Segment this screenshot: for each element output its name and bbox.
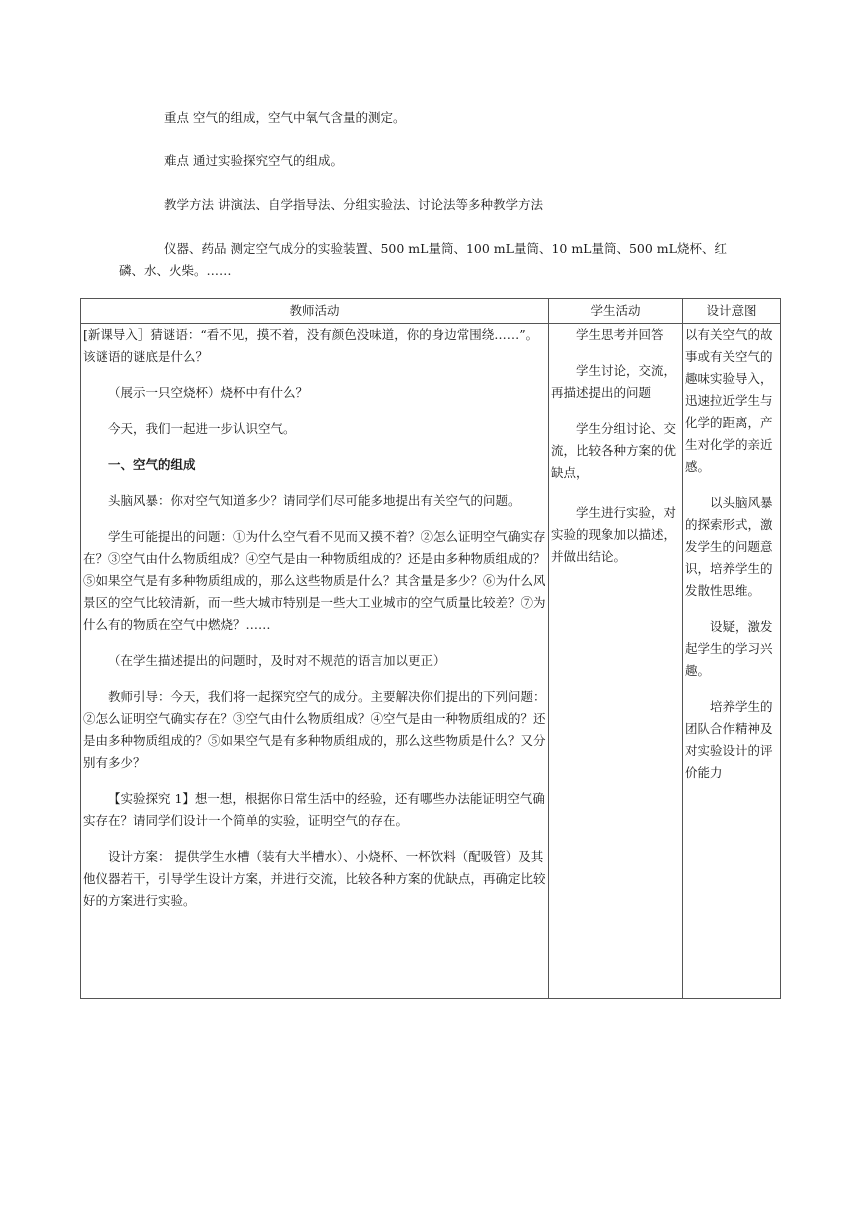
- teaching-methods-line: 教学方法 讲演法、自学指导法、分组实验法、讨论法等多种教学方法: [164, 197, 543, 212]
- design-story-text: 以有关空气的故事或有关空气的趣味实验导入，迅速拉近学生与化学的距离，产生对化学的亲近感。: [685, 327, 773, 474]
- difficulty-line: 难点 通过实验探究空气的组成。: [164, 153, 343, 168]
- design-plan-text: 设计方案： 提供学生水槽（装有大半槽水）、小烧杯、一杯饮料（配吸管）及其他仪器若干，引导学生设计方案，并进行交流，比较各种方案的优缺点，再确定比较好的方案进行实验。: [83, 849, 546, 908]
- header-design-intent: 设计意图: [683, 299, 781, 324]
- design-team-text: 培养学生的团队合作精神及对实验设计的评价能力: [685, 699, 773, 780]
- section-title: 一、空气的组成: [108, 457, 196, 472]
- teacher-guidance-text: 教师引导：今天，我们将一起探究空气的成分。主要解决你们提出的下列问题：②怎么证明空气确实存在？③空气由什么物质组成？④空气是由一种物质组成的？还是由多种物质组成的？⑤如果空气是有多种物质组成的，那么这些物质是什么？又分别有多少？: [83, 689, 546, 770]
- student-activity-cell: [549, 324, 683, 999]
- student-experiment-text: 学生进行实验，对实验的现象加以描述，并做出结论。: [551, 505, 677, 564]
- student-group-text: 学生分组讨论、交流，比较各种方案的优缺点，: [551, 421, 677, 480]
- correction-note-text: （在学生描述提出的问题时，及时对不规范的语言加以更正）: [108, 653, 446, 668]
- header-teacher-activity: 教师活动: [81, 299, 549, 324]
- experiment-inquiry-text: 【实验探究 1】想一想，根据你日常生活中的经验，还有哪些办法能证明空气确实存在？请同学们设计一个简单的实验，证明空气的存在。: [83, 791, 545, 828]
- student-think-text: 学生思考并回答: [576, 327, 664, 342]
- teacher-activity-cell: [81, 324, 549, 999]
- design-brainstorm-text: 以头脑风暴的探索形式，激发学生的问题意识，培养学生的发散性思维。: [685, 495, 773, 598]
- brainstorm-text: 头脑风暴：你对空气知道多少？请同学们尽可能多地提出有关空气的问题。: [108, 493, 521, 508]
- today-text: 今天，我们一起进一步认识空气。: [108, 421, 296, 436]
- lesson-plan-table: [80, 298, 781, 999]
- lesson-intro-text: [新课导入］猜谜语：“看不见，摸不着，没有颜色没味道，你的身边常围绕……”。该谜语的谜底是什么？: [83, 327, 539, 364]
- show-beaker-text: （展示一只空烧杯）烧杯中有什么？: [108, 385, 309, 400]
- design-intent-cell: [683, 324, 781, 999]
- student-discuss-text: 学生讨论，交流，再描述提出的问题: [551, 363, 677, 400]
- equipment-line: 仪器、药品 测定空气成分的实验装置、500 mL量筒、100 mL量筒、10 mL量筒、500 mL烧杯、红磷、水、火柴。……: [119, 241, 727, 278]
- header-student-activity: 学生活动: [549, 299, 683, 324]
- table-row: [81, 324, 781, 999]
- design-doubt-text: 设疑，激发起学生的学习兴趣。: [685, 619, 773, 678]
- student-questions-text: 学生可能提出的问题：①为什么空气看不见而又摸不着？②怎么证明空气确实存在？③空气由什么物质组成？④空气是由一种物质组成的？还是由多种物质组成的？⑤如果空气是有多种物质组成的，那么这些物质是什么？其含量是多少？⑥为什么风景区的空气比较清新，而一些大城市特别是一些大工业城市的空气质量比较差？⑦为什么有的物质在空气中燃烧？……: [83, 529, 546, 632]
- table-header-row: [81, 299, 781, 324]
- key-point-line: 重点 空气的组成，空气中氧气含量的测定。: [164, 110, 406, 125]
